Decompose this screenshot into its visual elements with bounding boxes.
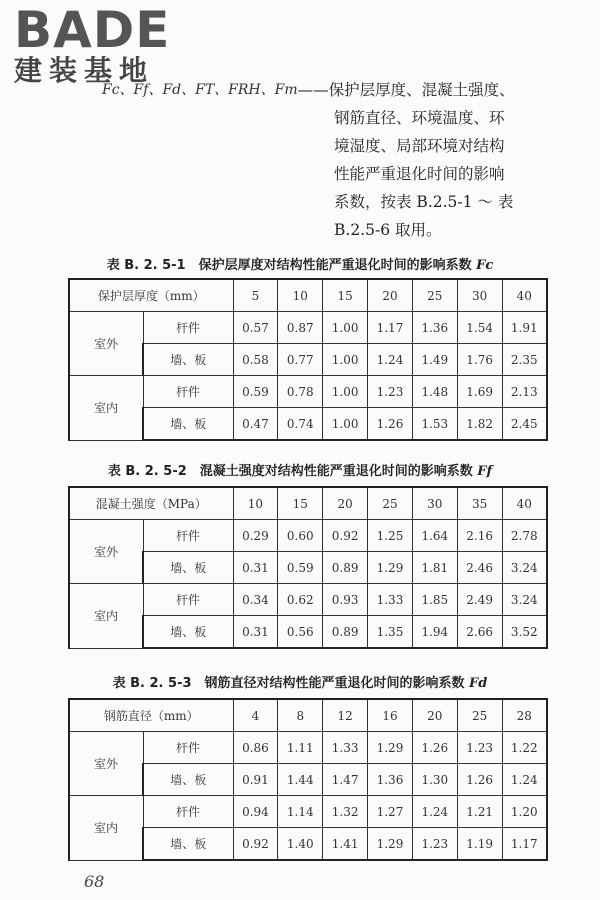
table-cell: 2.45 <box>502 408 547 441</box>
row-label: 杆件 <box>143 584 233 616</box>
table-cell: 1.23 <box>412 828 457 861</box>
table-cell: 1.29 <box>368 828 413 861</box>
table-cell: 2.35 <box>502 344 547 376</box>
row-label: 墙、板 <box>143 828 233 861</box>
table-row <box>69 796 547 828</box>
logo <box>14 1 184 87</box>
definition-line: 性能严重退化时间的影响 <box>334 165 505 183</box>
column-header: 40 <box>502 487 547 520</box>
table-cell: 1.24 <box>368 344 413 376</box>
column-header: 25 <box>412 279 457 312</box>
table-cell: 0.94 <box>233 796 278 828</box>
table-cell: 1.29 <box>368 732 413 764</box>
column-header: 8 <box>278 699 323 732</box>
table-cell: 2.46 <box>457 552 502 584</box>
row-label: 杆件 <box>143 520 233 552</box>
table-cell: 1.22 <box>502 732 547 764</box>
table-cell: 1.20 <box>502 796 547 828</box>
definition-line: 系数，按表 B.2.5-1 ～ 表 <box>334 193 514 211</box>
table-cell: 1.11 <box>278 732 323 764</box>
caption-symbol: Ff <box>477 464 493 479</box>
table-cell: 3.52 <box>502 616 547 649</box>
table-cell: 0.57 <box>233 312 278 344</box>
table-cell: 0.31 <box>233 552 278 584</box>
coefficient-table <box>68 486 548 649</box>
table-cell: 0.60 <box>278 520 323 552</box>
column-header: 5 <box>233 279 278 312</box>
table-cell: 0.47 <box>233 408 278 441</box>
definition-line: ——保护层厚度、混凝土强度、 <box>297 81 515 99</box>
table-header-row <box>69 699 547 732</box>
column-header: 20 <box>323 487 368 520</box>
table-cell: 1.35 <box>368 616 413 649</box>
column-header: 25 <box>368 487 413 520</box>
row-label: 墙、板 <box>143 552 233 584</box>
definition-line: 钢筋直径、环境温度、环 <box>334 109 505 127</box>
table-cell: 1.14 <box>278 796 323 828</box>
column-header: 30 <box>457 279 502 312</box>
table-cell: 1.00 <box>323 408 368 441</box>
definition-line: 境湿度、局部环境对结构 <box>334 137 505 155</box>
table-cell: 1.26 <box>457 764 502 796</box>
definition-line: B.2.5-6 取用。 <box>334 221 442 239</box>
table-caption <box>0 460 600 479</box>
logo-brand: BADE <box>14 1 171 59</box>
column-header: 25 <box>457 699 502 732</box>
row-label: 杆件 <box>143 732 233 764</box>
table-cell: 1.24 <box>502 764 547 796</box>
table-cell: 0.91 <box>233 764 278 796</box>
table-row <box>69 584 547 616</box>
row-label: 墙、板 <box>143 764 233 796</box>
caption-symbol: Fd <box>469 676 488 691</box>
column-header: 30 <box>412 487 457 520</box>
table-cell: 0.31 <box>233 616 278 649</box>
column-header: 28 <box>502 699 547 732</box>
column-header: 10 <box>233 487 278 520</box>
table-cell: 1.17 <box>368 312 413 344</box>
table-cell: 1.36 <box>412 312 457 344</box>
table-cell: 0.87 <box>278 312 323 344</box>
page-number: 68 <box>84 872 105 891</box>
table-cell: 1.32 <box>323 796 368 828</box>
table-cell: 1.33 <box>368 584 413 616</box>
table-cell: 3.24 <box>502 552 547 584</box>
table-cell: 0.34 <box>233 584 278 616</box>
table-cell: 1.24 <box>412 796 457 828</box>
caption-symbol: Fc <box>476 258 494 273</box>
caption-text: 表 B. 2. 5-2 混凝土强度对结构性能严重退化时间的影响系数 <box>107 464 473 479</box>
coefficient-table <box>68 278 548 441</box>
table-cell: 0.58 <box>233 344 278 376</box>
table-row <box>69 376 547 408</box>
table-cell: 1.54 <box>457 312 502 344</box>
table-row <box>69 520 547 552</box>
table-cell: 0.77 <box>278 344 323 376</box>
column-header: 35 <box>457 487 502 520</box>
table-cell: 0.74 <box>278 408 323 441</box>
group-label: 室外 <box>69 520 143 584</box>
caption-text: 表 B. 2. 5-3 钢筋直径对结构性能严重退化时间的影响系数 <box>112 676 465 691</box>
table-caption <box>0 672 600 691</box>
table-cell: 1.48 <box>412 376 457 408</box>
group-label: 室内 <box>69 584 143 649</box>
table-cell: 1.29 <box>368 552 413 584</box>
table-header-row <box>69 279 547 312</box>
row-label: 墙、板 <box>143 616 233 649</box>
table-cell: 1.26 <box>412 732 457 764</box>
definition-symbols: Fc、Ff、Fd、FT、FRH、Fm <box>102 82 298 98</box>
table-row <box>69 312 547 344</box>
table-cell: 1.69 <box>457 376 502 408</box>
table-cell: 0.59 <box>233 376 278 408</box>
column-header: 40 <box>502 279 547 312</box>
table-cell: 1.25 <box>368 520 413 552</box>
column-header: 15 <box>323 279 368 312</box>
table-cell: 1.23 <box>457 732 502 764</box>
table-cell: 2.16 <box>457 520 502 552</box>
table-cell: 0.56 <box>278 616 323 649</box>
table-cell: 1.49 <box>412 344 457 376</box>
table-cell: 1.23 <box>368 376 413 408</box>
table-cell: 1.30 <box>412 764 457 796</box>
table-cell: 1.76 <box>457 344 502 376</box>
table-cell: 2.13 <box>502 376 547 408</box>
table-cell: 1.47 <box>323 764 368 796</box>
table-cell: 1.85 <box>412 584 457 616</box>
table-cell: 2.78 <box>502 520 547 552</box>
table-cell: 1.33 <box>323 732 368 764</box>
table-cell: 0.59 <box>278 552 323 584</box>
table-cell: 1.91 <box>502 312 547 344</box>
group-label: 室内 <box>69 796 143 861</box>
table-cell: 1.64 <box>412 520 457 552</box>
caption-text: 表 B. 2. 5-1 保护层厚度对结构性能严重退化时间的影响系数 <box>106 258 472 273</box>
table-cell: 0.92 <box>233 828 278 861</box>
row-label: 杆件 <box>143 376 233 408</box>
table-cell: 1.17 <box>502 828 547 861</box>
table-row <box>69 732 547 764</box>
table-cell: 1.00 <box>323 344 368 376</box>
column-header: 4 <box>233 699 278 732</box>
table-cell: 1.81 <box>412 552 457 584</box>
table-cell: 0.93 <box>323 584 368 616</box>
group-label: 室内 <box>69 376 143 441</box>
row-label: 杆件 <box>143 312 233 344</box>
table-cell: 1.82 <box>457 408 502 441</box>
column-header: 15 <box>278 487 323 520</box>
table-cell: 1.94 <box>412 616 457 649</box>
table-cell: 0.29 <box>233 520 278 552</box>
header-label: 钢筋直径（mm） <box>69 699 233 732</box>
table-cell: 1.00 <box>323 376 368 408</box>
column-header: 12 <box>323 699 368 732</box>
table-cell: 1.44 <box>278 764 323 796</box>
header-label: 混凝土强度（MPa） <box>69 487 233 520</box>
table-cell: 1.00 <box>323 312 368 344</box>
coefficient-table <box>68 698 548 861</box>
group-label: 室外 <box>69 312 143 376</box>
column-header: 16 <box>368 699 413 732</box>
table-cell: 1.19 <box>457 828 502 861</box>
table-cell: 0.89 <box>323 616 368 649</box>
table-cell: 1.21 <box>457 796 502 828</box>
header-label: 保护层厚度（mm） <box>69 279 233 312</box>
table-cell: 1.53 <box>412 408 457 441</box>
table-cell: 3.24 <box>502 584 547 616</box>
table-cell: 1.27 <box>368 796 413 828</box>
row-label: 杆件 <box>143 796 233 828</box>
definition-paragraph <box>102 76 572 244</box>
table-cell: 2.66 <box>457 616 502 649</box>
table-header-row <box>69 487 547 520</box>
row-label: 墙、板 <box>143 408 233 441</box>
column-header: 20 <box>412 699 457 732</box>
column-header: 10 <box>278 279 323 312</box>
group-label: 室外 <box>69 732 143 796</box>
table-cell: 0.86 <box>233 732 278 764</box>
table-cell: 1.40 <box>278 828 323 861</box>
column-header: 20 <box>368 279 413 312</box>
table-caption <box>0 254 600 273</box>
table-cell: 1.36 <box>368 764 413 796</box>
logo-subtitle: 建装基地 <box>14 54 155 87</box>
table-cell: 1.26 <box>368 408 413 441</box>
table-cell: 0.78 <box>278 376 323 408</box>
table-cell: 2.49 <box>457 584 502 616</box>
table-cell: 0.92 <box>323 520 368 552</box>
table-cell: 1.41 <box>323 828 368 861</box>
table-cell: 0.62 <box>278 584 323 616</box>
table-cell: 0.89 <box>323 552 368 584</box>
row-label: 墙、板 <box>143 344 233 376</box>
